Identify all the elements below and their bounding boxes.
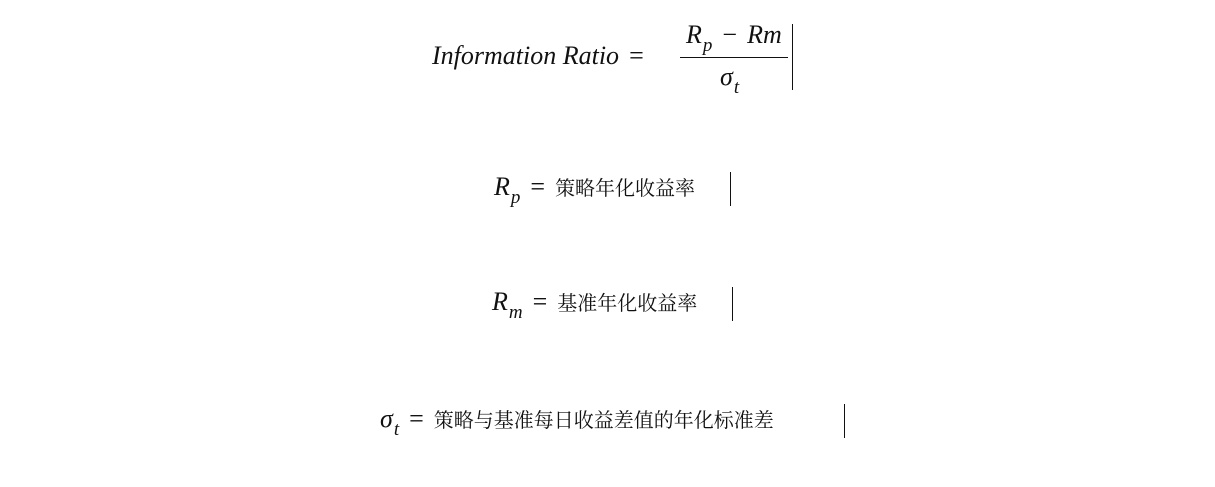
portfolio-return-symbol: R	[686, 20, 702, 49]
rm-symbol: R	[492, 287, 508, 316]
formula-lhs	[432, 43, 654, 69]
minus-sign: −	[722, 20, 738, 49]
fraction-numerator	[686, 20, 782, 56]
text-cursor	[730, 172, 731, 206]
information-ratio-label: Information Ratio	[432, 41, 620, 70]
equals-sign: =	[409, 404, 424, 433]
market-return-symbol: Rm	[747, 20, 782, 49]
equals-sign: =	[629, 41, 644, 70]
equals-sign: =	[530, 172, 546, 201]
rm-definition-text: 基准年化收益率	[557, 291, 698, 315]
fraction-bar	[680, 57, 788, 58]
equals-sign: =	[532, 287, 548, 316]
sigma-subscript: t	[733, 77, 740, 98]
portfolio-return-subscript: p	[702, 35, 713, 56]
rm-definition	[492, 287, 698, 323]
text-cursor	[792, 24, 793, 90]
sigma-definition	[380, 404, 774, 440]
rp-definition	[494, 172, 696, 208]
rp-definition-text: 策略年化收益率	[555, 176, 696, 200]
fraction-denominator	[720, 62, 740, 98]
rp-symbol: R	[494, 172, 510, 201]
sigma-symbol: σ	[720, 62, 733, 91]
rm-subscript: m	[508, 302, 523, 323]
text-cursor	[732, 287, 733, 321]
rp-subscript: p	[510, 187, 521, 208]
text-cursor	[844, 404, 845, 438]
sigma-symbol: σ	[380, 404, 393, 433]
sigma-definition-text: 策略与基准每日收益差值的年化标准差	[433, 408, 774, 432]
sigma-subscript: t	[393, 419, 400, 440]
